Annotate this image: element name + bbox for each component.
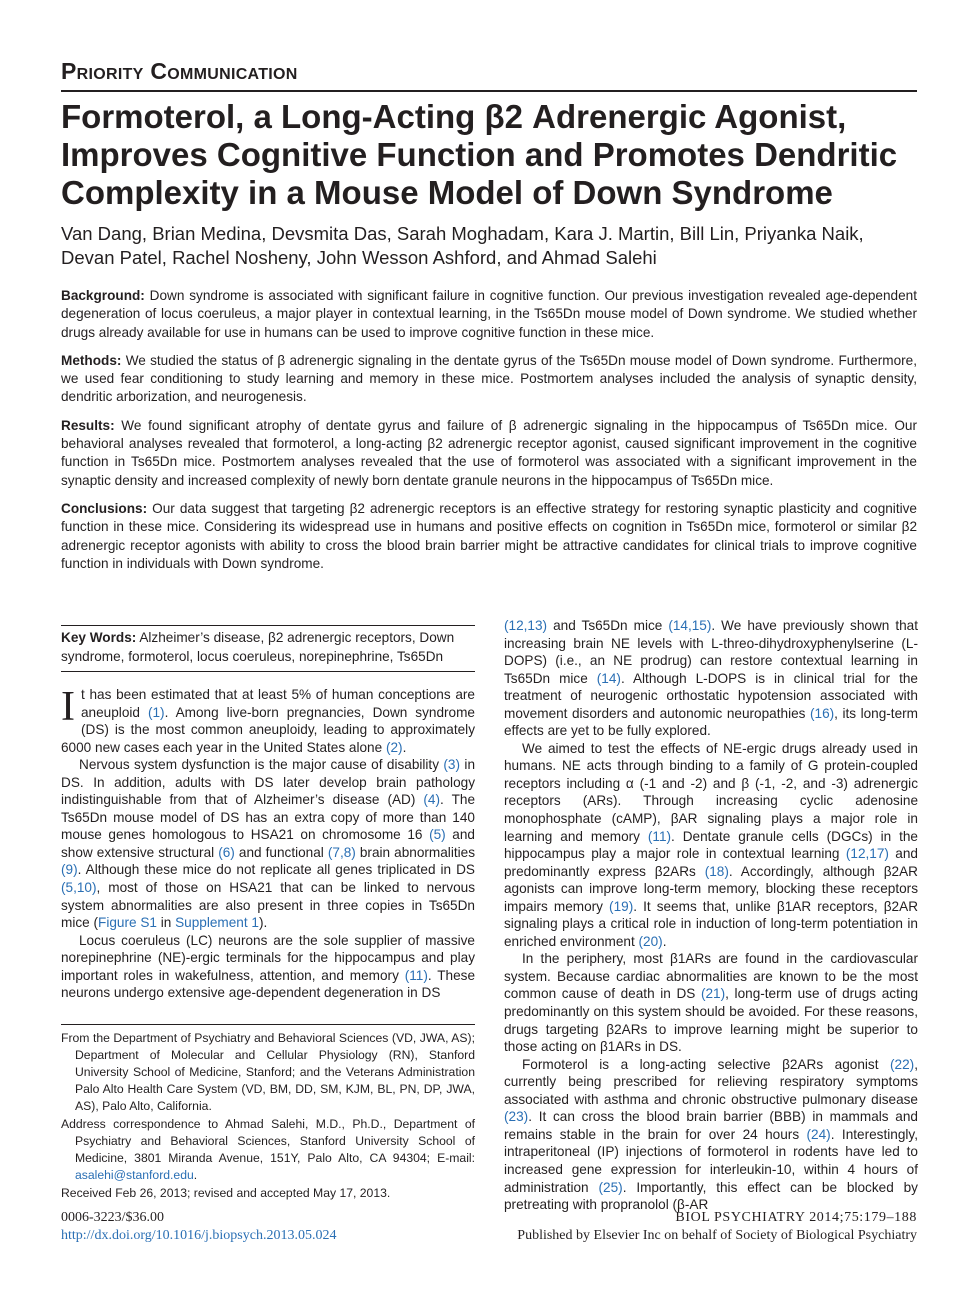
text-run: in DS. In addition, adults with DS later develop brain pathology indistinguishable from that of Alzheimer’s disease (AD) (61, 757, 476, 808)
body-paragraph-1 (61, 686, 475, 756)
left-column (61, 625, 475, 1002)
citation-link[interactable]: (22) (890, 1056, 915, 1072)
citation-link[interactable]: (9) (61, 862, 78, 878)
text-run: in (156, 915, 176, 931)
abstract-conclusions (61, 500, 917, 573)
citation-link[interactable]: (14) (596, 670, 621, 686)
citation-link[interactable]: (14,15) (668, 618, 712, 633)
body-paragraph-3a (61, 932, 475, 1002)
text-run: . (402, 739, 407, 755)
author-list: Van Dang, Brian Medina, Devsmita Das, Sarah Moghadam, Kara J. Martin, Bill Lin, Priyanka Naik, Devan Patel, Rachel Nosheny, John Wesson Ashford, and Ahmad Salehi (61, 223, 864, 268)
body-paragraph-3b (504, 617, 918, 740)
text-run: . Importantly, this effect can be blocked by pretreating with propranolol (β-AR (504, 1179, 918, 1213)
citation-link[interactable]: (11) (647, 828, 672, 844)
background-label: Background: (61, 288, 145, 303)
keywords-label: Key Words: (61, 630, 137, 645)
abstract-results (61, 417, 917, 490)
results-label: Results: (61, 417, 115, 433)
citation-link[interactable]: (12,17) (845, 846, 889, 862)
background-text: Down syndrome is associated with significant failure in cognitive function. Our previous investigation revealed age-dependent degeneration of locus coeruleus, a major player in contextual learning, in the Ts65Dn mouse model of Down syndrome. We studied whether drugs already available for use in humans can be used to improve cognitive function in these mice. (61, 288, 917, 340)
text-run: and predominantly express β2ARs (504, 846, 918, 879)
text-run: t has been estimated that at least 5% of human conceptions are aneuploid (81, 687, 475, 720)
header-rule (61, 90, 917, 92)
supplement-link[interactable]: Supplement 1 (175, 915, 259, 931)
text-run: . (662, 933, 667, 949)
right-column (504, 617, 918, 1214)
correspondence-text: Address correspondence to Ahmad Salehi, M.D., Ph.D., Department of Psychiatry and Behavioral Sciences, Stanford University School of Medicine, 3801 Miranda Avenue, 151Y, Palo Alto, CA 94304; E-mail: (61, 1117, 475, 1165)
citation-link[interactable]: (23) (504, 1109, 529, 1125)
text-run: and show extensive structural (61, 827, 475, 860)
body-paragraph-6 (504, 1056, 918, 1214)
keywords-text: Alzheimer’s disease, β2 adrenergic receptors, Down syndrome, formoterol, locus coeruleus, norepinephrine, Ts65Dn (61, 630, 455, 664)
abstract-methods (61, 352, 917, 407)
text-run: Formoterol is a long-acting selective β2ARs agonist (522, 1056, 891, 1072)
text-run: Locus coeruleus (LC) neurons are the sole supplier of massive norepinephrine (NE)-ergic terminals for the hippocampus and play important roles in wakefulness, attention, and memory (61, 932, 475, 983)
text-run: , long-term use of drugs acting predominantly on this system should be avoided. For these reasons, drugs targeting β2ARs to improve learning might be superior to those acting on β1ARs in DS. (504, 986, 918, 1055)
citation-link[interactable]: (5,10) (61, 880, 97, 896)
citation-link[interactable]: (7,8) (327, 844, 356, 860)
keywords-box (61, 625, 475, 672)
text-run: , most of those on HSA21 that can be linked to nervous system abnormalities are also present in three copies in Ts65Dn mice ( (61, 880, 475, 931)
received-note: Received Feb 26, 2013; revised and accepted May 17, 2013. (61, 1186, 391, 1200)
footer-right (517, 1209, 917, 1245)
issn-price: 0006-3223/$36.00 (61, 1210, 165, 1225)
citation-link[interactable]: (1) (147, 704, 165, 720)
conclusions-text: Our data suggest that targeting β2 adrenergic receptors is an effective strategy for restoring synaptic plasticity and cognitive function in these mice. Considering its widespread use in humans and positive effects on cognition in Ts65Dn mice, formoterol or similar β2 adrenergic receptor agonists with ability to cross the blood brain barrier might be attractive candidates for clinical trials to improve cognitive function in individuals with Down syndrome. (61, 500, 917, 571)
figure-link[interactable]: Figure S1 (98, 915, 157, 931)
text-run: and Ts65Dn mice (547, 618, 669, 633)
journal-citation: BIOL PSYCHIATRY 2014;75:179–188 (675, 1210, 917, 1225)
citation-link[interactable]: (20) (638, 933, 663, 949)
correspondence-note (61, 1116, 475, 1184)
citation-link[interactable]: (19) (609, 898, 634, 914)
doi-link[interactable]: http://dx.doi.org/10.1016/j.biopsych.2013.05.024 (61, 1228, 337, 1243)
text-run: In the periphery, most β1ARs are found in the cardiovascular system. Because cardiac abnormalities are known to be the most common cause of death in DS (504, 951, 918, 1002)
citation-link[interactable]: (21) (700, 986, 726, 1002)
section-label: Priority Communication (61, 58, 298, 84)
text-run: Nervous system dysfunction is the major cause of disability (79, 757, 444, 773)
drop-cap: I (61, 684, 75, 730)
citation-link[interactable]: (18) (704, 863, 729, 879)
methods-label: Methods: (61, 352, 122, 368)
body-paragraph-4 (504, 740, 918, 951)
text-run: brain abnormalities (355, 844, 475, 860)
text-run: . It seems that, unlike β1AR receptors, β2AR signaling plays a critical role in induction of long-term potentiation in enriched environment (504, 898, 919, 949)
citation-link[interactable]: (24) (806, 1126, 831, 1142)
text-run: , its long-term effects are yet to be fully explored. (504, 705, 918, 739)
citation-link[interactable]: (16) (809, 705, 835, 721)
citation-link[interactable]: (25) (598, 1179, 623, 1195)
text-run: . Interestingly, intraperitoneal (IP) injections of formoterol in rodents have led to increased gene expression for interleukin-10, within 4 hours of administration (504, 1126, 918, 1195)
citation-link[interactable]: (11) (404, 967, 428, 983)
body-paragraph-2 (61, 756, 475, 931)
text-run: . We have previously shown that increasing brain NE levels with L-threo-dihydroxyphenylserine (L-DOPS) (i.e., an NE prodrug) can restore contextual learning in Ts65Dn mice (504, 618, 918, 686)
results-text: We found significant atrophy of dentate gyrus and failure of β adrenergic signaling in the hippocampus of Ts65Dn mice. Our behavioral analyses revealed that formoterol, a long-acting β2 adrenergic receptor agonist, caused significant improvement in the cognitive function in Ts65Dn mice. Postmortem analyses revealed that the use of formoterol was associated with a significant improvement in the synaptic density and increased complexity of newly born dentate granule neurons in the hippocampus of Ts65Dn mice. (61, 417, 917, 488)
text-run: ). (258, 915, 268, 931)
conclusions-label: Conclusions: (61, 500, 148, 516)
citation-link[interactable]: (12,13) (504, 618, 548, 633)
text-run: . Dentate granule cells (DGCs) in the hippocampus play a major role in contextual learning (504, 828, 918, 862)
text-run: . Accordingly, although β2AR agonists can improve long-term memory, blocking these receptors impairs memory (504, 863, 918, 914)
text-run: . Although these mice do not replicate all genes triplicated in DS (77, 862, 475, 878)
citation-link[interactable]: (5) (429, 827, 446, 843)
abstract-background (61, 287, 917, 342)
text-run: . It can cross the blood brain barrier (BBB) in mammals and remains stable in the brain for over 24 hours (504, 1109, 918, 1142)
text-run: . These neurons undergo extensive age-dependent degeneration in DS (61, 967, 476, 1001)
text-run: . Although L-DOPS is in clinical trial for the treatment of neurogenic orthostatic hypotension associated with movement disorders and autonomic neuropathies (504, 670, 918, 721)
text-run: , currently being prescribed for relieving respiratory symptoms associated with asthma and chronic obstructive pulmonary disease (504, 1056, 918, 1107)
text-run: and functional (234, 844, 328, 860)
text-run: . (193, 1168, 198, 1182)
abstract (61, 287, 917, 583)
citation-link[interactable]: (4) (423, 792, 441, 808)
citation-link[interactable]: (3) (443, 757, 461, 773)
citation-link[interactable]: (2) (385, 739, 403, 755)
body-paragraph-5 (504, 950, 918, 1055)
text-run: . The Ts65Dn mouse model of DS has an extra copy of more than 140 mouse genes homologous to HSA21 on chromosome 16 (61, 792, 476, 843)
methods-text: We studied the status of β adrenergic signaling in the dentate gyrus of the Ts65Dn mouse model of Down syndrome. Furthermore, we used fear conditioning to study learning and memory in these mice. Postmortem analyses included the analysis of synaptic density, dendritic arborization, and neurogenesis. (61, 352, 918, 405)
publisher-line: Published by Elsevier Inc on behalf of Society of Biological Psychiatry (517, 1228, 917, 1243)
citation-link[interactable]: (6) (218, 844, 235, 860)
footer-left (61, 1209, 336, 1245)
text-run: . Among live-born pregnancies, Down syndrome (DS) is the most common aneuploidy, leading to approximately 6000 new cases each year in the United States alone (61, 704, 475, 755)
text-run: We aimed to test the effects of NE-ergic drugs already used in humans. NE acts through binding to a family of G protein-coupled receptors including α (-1 and -2) and β (-1, -2, and -3) adrenergic receptors (ARs). Through increasing cyclic adenosine monophosphate (cAMP), βAR signaling plays a major role in learning and memory (504, 740, 918, 844)
article-title: Formoterol, a Long-Acting β2 Adrenergic Agonist, Improves Cognitive Function and Promotes Dendritic Complexity in a Mouse Model of Down Syndrome (61, 98, 898, 211)
affiliation-footnotes (61, 1024, 475, 1203)
affiliations-note: From the Department of Psychiatry and Behavioral Sciences (VD, JWA, AS); Department of Molecular and Cellular Physiology (RN), Stanford University School of Medicine, Stanford; and the Veterans Administration Palo Alto Health Care System (VD, BM, DD, SM, KJM, BL, PN, DP, JWA, AS), Palo Alto, California. (61, 1031, 475, 1113)
email-link[interactable]: asalehi@stanford.edu (75, 1168, 194, 1182)
